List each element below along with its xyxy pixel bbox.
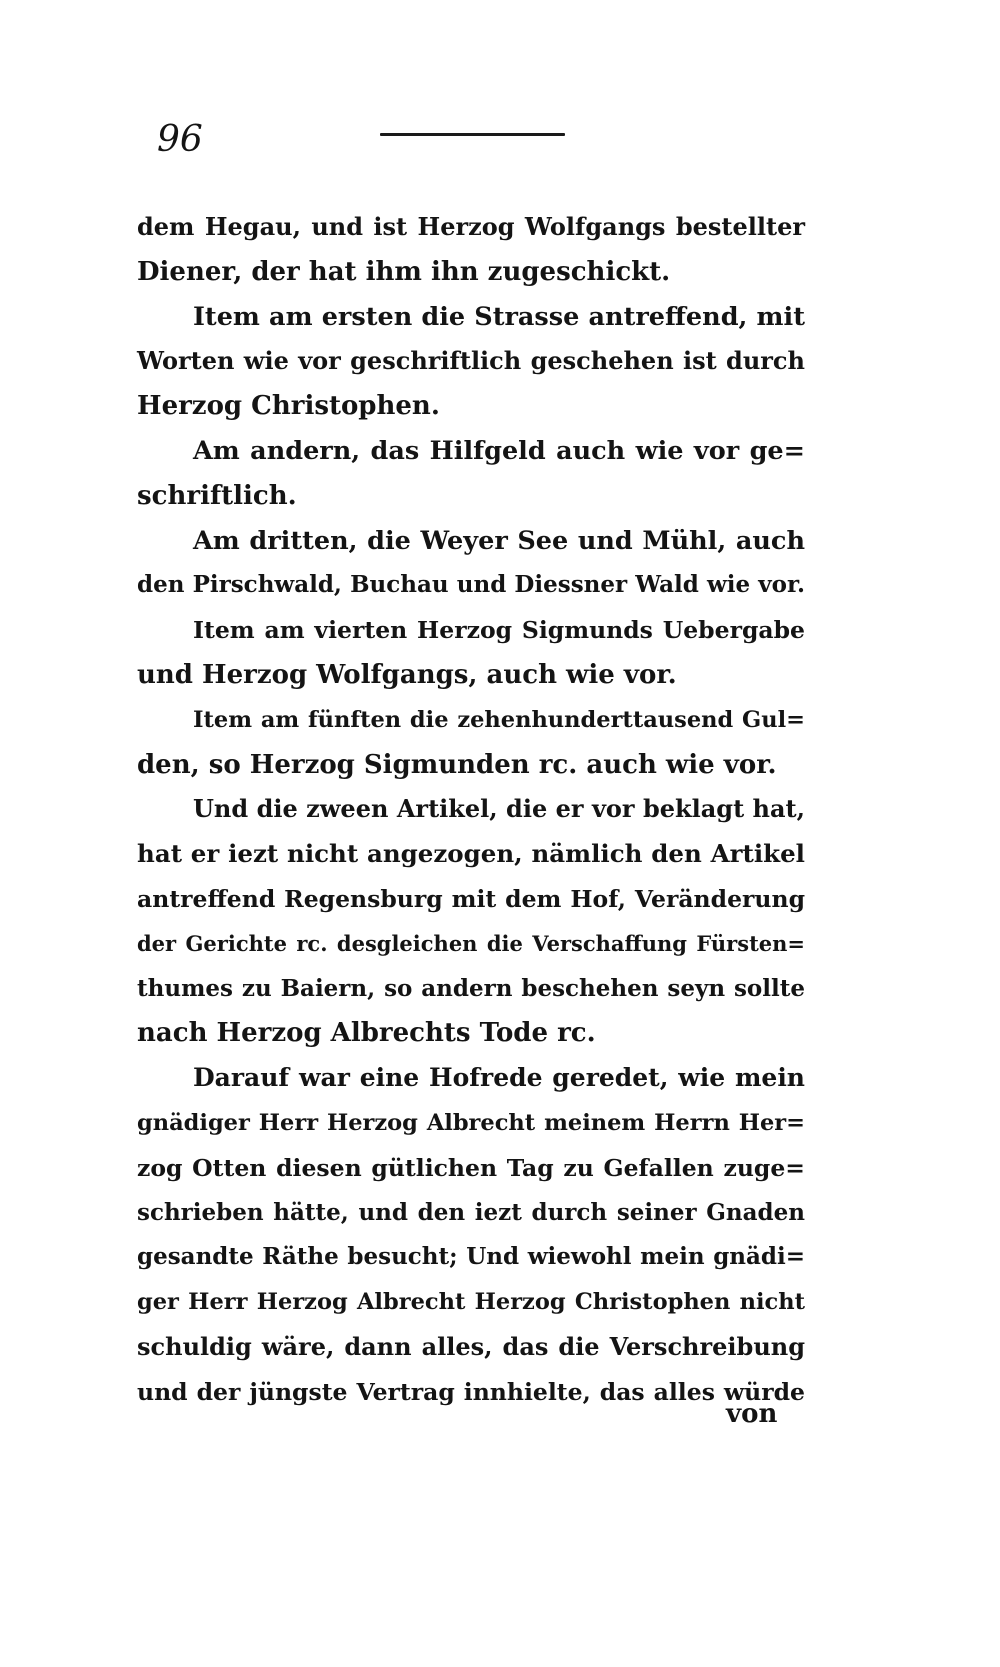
text-line: nach Herzog Albrechts Tode rc. (137, 1018, 596, 1049)
text-line: schrieben hätte, und den iezt durch seiner Gnaden (137, 1198, 805, 1226)
text-line: Am andern, das Hilfgeld auch wie vor ge= (193, 435, 805, 466)
text-line: hat er iezt nicht angezogen, nämlich den Artikel (137, 839, 805, 869)
text-line: Und die zween Artikel, die er vor beklagt hat, (193, 794, 805, 824)
text-line: zog Otten diesen gütlichen Tag zu Gefallen zuge= (137, 1153, 805, 1182)
text-line: Worten wie vor geschriftlich geschehen ist durch (137, 346, 805, 376)
text-line: Item am ersten die Strasse antreffend, mit (193, 301, 805, 332)
text-line: Darauf war eine Hofrede geredet, wie mein (193, 1063, 805, 1093)
text-line: und Herzog Wolfgangs, auch wie vor. (137, 659, 677, 690)
text-line: schuldig wäre, dann alles, das die Verschreibung (137, 1331, 805, 1361)
text-line: gesandte Räthe besucht; Und wiewohl mein gnädi= (137, 1243, 805, 1271)
text-line: dem Hegau, und ist Herzog Wolfgangs bestellter (137, 212, 805, 241)
text-line: Am dritten, die Weyer See und Mühl, auch (193, 525, 805, 556)
text-line: antreffend Regensburg mit dem Hof, Veränderung (137, 884, 805, 913)
text-line: Item am vierten Herzog Sigmunds Uebergabe (193, 616, 805, 645)
text-line: Item am fünften die zehenhunderttausend Gul= (193, 706, 805, 733)
text-line: den, so Herzog Sigmunden rc. auch wie vor. (137, 749, 777, 780)
text-line: schriftlich. (137, 480, 297, 511)
text-line: den Pirschwald, Buchau und Diessner Wald wie vor. (137, 571, 805, 599)
text-line: Diener, der hat ihm ihn zugeschickt. (137, 256, 671, 287)
text-line: gnädiger Herr Herzog Albrecht meinem Herrn Her= (137, 1109, 805, 1136)
text-line: Herzog Christophen. (137, 391, 440, 422)
body-text (137, 205, 805, 1415)
header-rule (380, 133, 565, 136)
text-line: ger Herr Herzog Albrecht Herzog Christophen nicht (137, 1289, 805, 1316)
page-number: 96 (157, 119, 203, 160)
text-line: und der jüngste Vertrag innhielte, das alles würde (137, 1377, 805, 1406)
text-line: thumes zu Baiern, so andern beschehen seyn sollte (137, 974, 805, 1002)
catchword: von (726, 1399, 778, 1429)
text-line: der Gerichte rc. desgleichen die Verschaffung Fürsten= (137, 930, 805, 956)
